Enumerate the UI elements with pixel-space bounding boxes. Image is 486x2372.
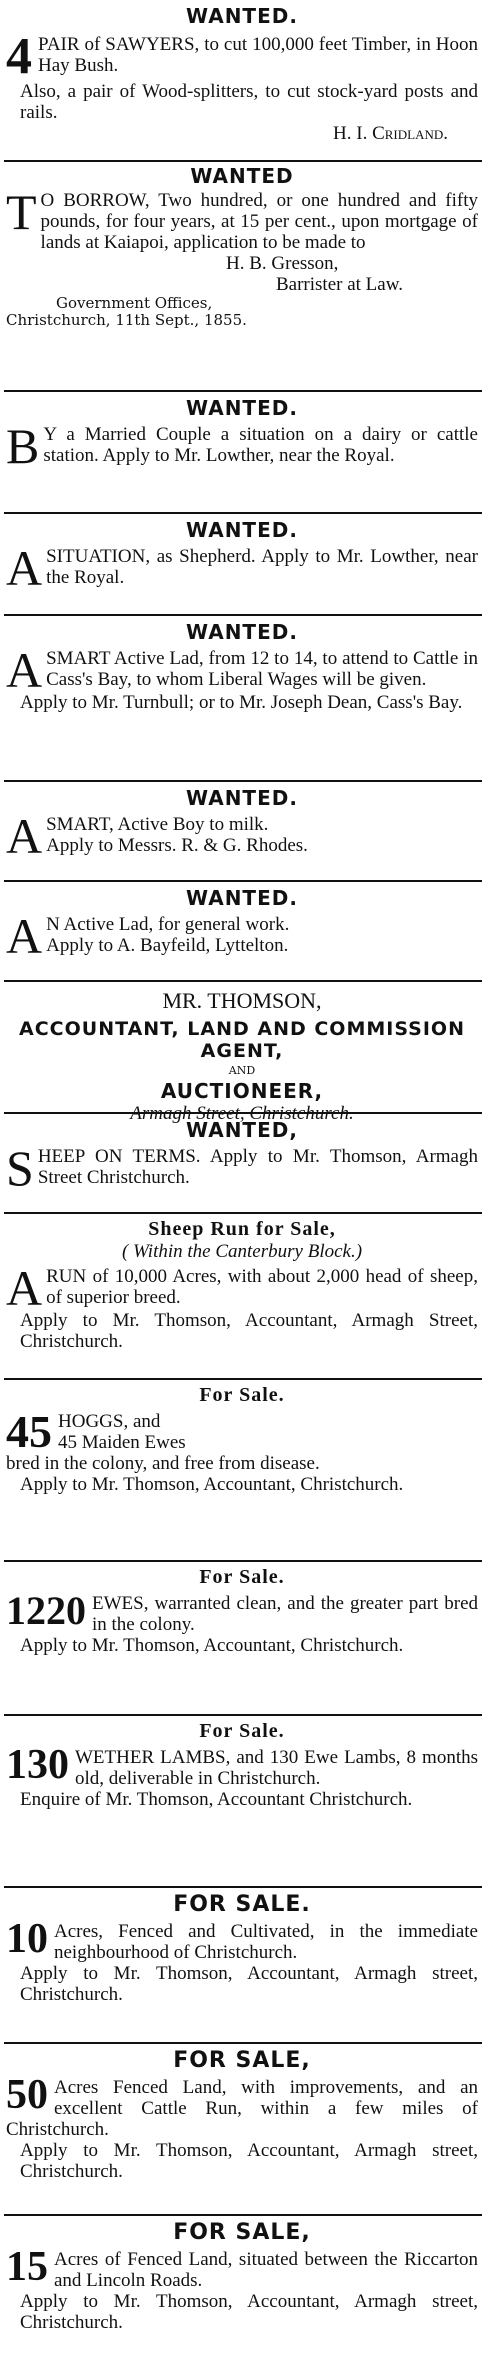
ad-date-line: Government Offices,	[56, 294, 213, 312]
divider	[4, 2042, 482, 2044]
ad-text: SMART Active Lad, from 12 to 14, to attend to Cattle in Cass's Bay, to whom Liberal Wages will be given.	[46, 648, 478, 690]
ad-sheep-on-terms	[6, 1118, 478, 1196]
ad-active-lad	[6, 886, 478, 964]
divider	[4, 1112, 482, 1114]
ad-lead-number: 45	[6, 1406, 52, 1457]
ad-text-extra: Apply to Mr. Thomson, Accountant, Armagh street, Christchurch.	[20, 2291, 478, 2333]
ad-text: Acres Fenced Land, with improvements, and an excellent Cattle Run, within a few miles of Christchurch.	[6, 2077, 478, 2140]
ad-signature-name: H. B. Gresson,	[226, 253, 339, 274]
divider	[4, 512, 482, 514]
ad-initial: A	[6, 1260, 43, 1316]
ad-sheep-run	[6, 1218, 478, 1352]
ad-initial: S	[6, 1140, 34, 1196]
agent-auctioneer: AUCTIONEER,	[160, 1079, 324, 1103]
ad-text: bred in the colony, and free from disease.	[6, 1453, 320, 1474]
ad-sawyers-wanted	[6, 4, 478, 144]
ad-lead-number: 4	[6, 28, 32, 85]
ad-text: SITUATION, as Shepherd. Apply to Mr. Lowther, near the Royal.	[46, 546, 478, 588]
ad-heading: WANTED.	[186, 4, 298, 28]
ad-signature: H. I. Cridland.	[333, 122, 448, 144]
ad-fifteen-acres	[6, 2220, 478, 2333]
ad-text: Acres of Fenced Land, situated between the Riccarton and Lincoln Roads.	[54, 2249, 478, 2291]
ad-heading: For Sale.	[199, 1384, 285, 1406]
ad-heading: FOR SALE,	[173, 2048, 311, 2073]
ad-heading: WANTED	[190, 164, 294, 188]
ad-text-extra: Apply to Messrs. R. & G. Rhodes.	[46, 835, 308, 856]
ad-text: O BORROW, Two hundred, or one hundred and fifty pounds, for four years, at 15 per cent., upon mortgage of lands at Kaiapoi, application to be made to	[40, 190, 478, 253]
ad-smart-lad	[6, 620, 478, 713]
ad-initial: T	[6, 184, 37, 240]
ad-heading: WANTED.	[186, 886, 298, 910]
agent-and: AND	[228, 1064, 256, 1077]
ad-text: 45 Maiden Ewes	[58, 1432, 186, 1453]
ad-signature-title: Barrister at Law.	[276, 274, 403, 295]
ad-heading: WANTED,	[186, 1118, 298, 1142]
ad-text-extra: Apply to Mr. Turnbull; or to Mr. Joseph Dean, Cass's Bay.	[20, 692, 463, 713]
ad-heading: WANTED.	[186, 620, 298, 644]
ad-lead-number: 130	[6, 1742, 69, 1788]
ad-text: HEEP ON TERMS. Apply to Mr. Thomson, Armagh Street Christchurch.	[37, 1146, 478, 1188]
ad-thomson-agent	[6, 988, 478, 1124]
divider	[4, 160, 482, 162]
ad-date-line: Christchurch, 11th Sept., 1855.	[6, 311, 247, 329]
ad-to-borrow	[6, 164, 478, 329]
ad-text-extra: Apply to Mr. Thomson, Accountant, Armagh street, Christchurch.	[20, 2140, 478, 2182]
ad-married-couple	[6, 396, 478, 474]
divider	[4, 1378, 482, 1380]
ad-initial: A	[6, 808, 43, 864]
ad-text-extra: Also, a pair of Wood-splitters, to cut stock-yard posts and rails.	[20, 80, 478, 123]
agent-name: MR. THOMSON,	[162, 988, 322, 1013]
ad-subheading: ( Within the Canterbury Block.)	[121, 1241, 363, 1262]
divider	[4, 1886, 482, 1888]
ad-lead-number: 10	[6, 1916, 48, 1962]
ad-heading: For Sale.	[199, 1720, 285, 1742]
ad-initial: A	[6, 540, 43, 596]
ad-lead-number: 15	[6, 2244, 48, 2290]
ad-text-extra: Apply to Mr. Thomson, Accountant, Christchurch.	[20, 1474, 404, 1495]
divider	[4, 2214, 482, 2216]
ad-heading: FOR SALE,	[173, 2220, 311, 2245]
ad-text-extra: Apply to Mr. Thomson, Accountant, Armagh street, Christchurch.	[20, 1963, 478, 2005]
ad-text: Y a Married Couple a situation on a dairy or cattle station. Apply to Mr. Lowther, near the Royal.	[43, 424, 478, 466]
divider	[4, 980, 482, 982]
ad-text: SMART, Active Boy to milk.	[46, 814, 269, 835]
agent-address: Armagh Street, Christchurch.	[130, 1103, 354, 1124]
ad-text: HOGGS, and	[58, 1411, 161, 1432]
ad-text-extra: Apply to A. Bayfeild, Lyttelton.	[46, 935, 289, 956]
ad-text: EWES, warranted clean, and the greater part bred in the colony.	[92, 1593, 478, 1635]
ad-wether-lambs	[6, 1720, 478, 1810]
ad-heading: WANTED.	[186, 786, 298, 810]
ad-text: N Active Lad, for general work.	[46, 914, 290, 935]
ad-text: RUN of 10,000 Acres, with about 2,000 head of sheep, of superior breed.	[46, 1266, 478, 1308]
ad-heading: WANTED.	[186, 396, 298, 420]
divider	[4, 1560, 482, 1562]
ad-heading: For Sale.	[199, 1566, 285, 1588]
ad-initial: B	[6, 418, 40, 474]
ad-text: PAIR of SAWYERS, to cut 100,000 feet Timber, in Hoon Hay Bush.	[38, 34, 478, 76]
agent-title: ACCOUNTANT, LAND AND COMMISSION AGENT,	[19, 1018, 465, 1062]
ad-fifty-acres	[6, 2048, 478, 2182]
ad-heading: Sheep Run for Sale,	[148, 1218, 336, 1240]
ad-ten-acres	[6, 1892, 478, 2005]
divider	[4, 880, 482, 882]
ad-text: WETHER LAMBS, and 130 Ewe Lambs, 8 months old, deliverable in Christchurch.	[75, 1747, 478, 1789]
ad-lead-number: 50	[6, 2072, 48, 2118]
ad-ewes	[6, 1566, 478, 1656]
ad-shepherd	[6, 518, 478, 596]
divider	[4, 614, 482, 616]
ad-text-extra: Apply to Mr. Thomson, Accountant, Christchurch.	[20, 1635, 404, 1656]
ad-hoggs	[6, 1384, 478, 1495]
ad-text: Acres, Fenced and Cultivated, in the immediate neighbourhood of Christchurch.	[54, 1921, 478, 1963]
ad-text-extra: Apply to Mr. Thomson, Accountant, Armagh Street, Christchurch.	[20, 1310, 478, 1352]
divider	[4, 390, 482, 392]
ad-text-extra: Enquire of Mr. Thomson, Accountant Christchurch.	[20, 1789, 413, 1810]
ad-heading: WANTED.	[186, 518, 298, 542]
ad-milk-boy	[6, 786, 478, 864]
ad-initial: A	[6, 908, 43, 964]
ad-initial: A	[6, 642, 43, 698]
divider	[4, 780, 482, 782]
divider	[4, 1714, 482, 1716]
divider	[4, 1212, 482, 1214]
ad-heading: FOR SALE.	[173, 1892, 311, 1917]
ad-lead-number: 1220	[6, 1588, 86, 1633]
